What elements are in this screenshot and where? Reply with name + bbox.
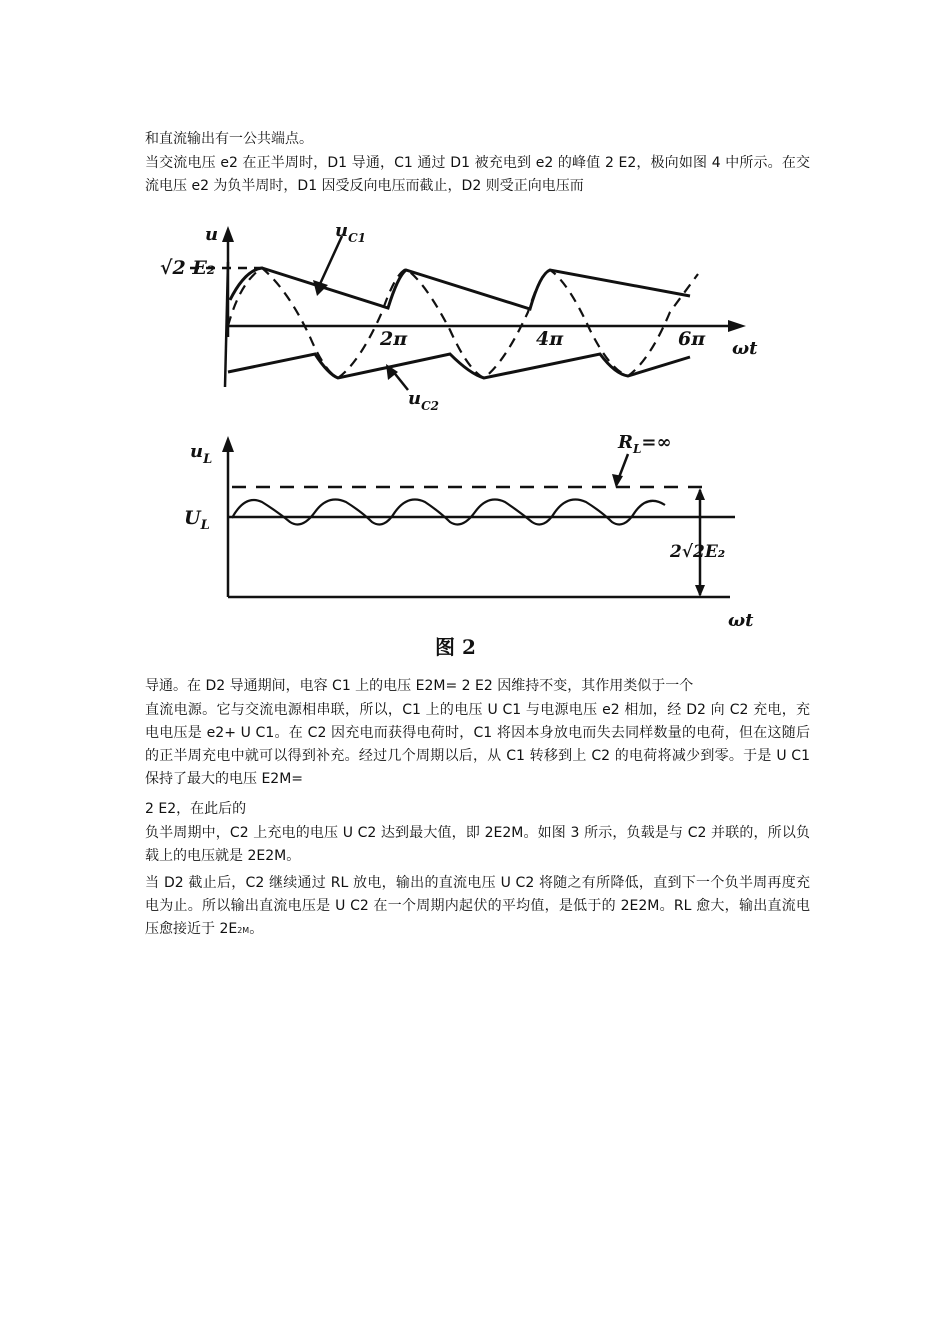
- ul-label-sub: L: [200, 518, 210, 533]
- bottom-y-axis-label: u: [190, 441, 204, 462]
- rl-value: =∞: [641, 432, 672, 453]
- tick-4pi: 4π: [536, 328, 564, 350]
- uc1-curve: [230, 268, 690, 309]
- paragraph-2: 当交流电压 e2 在正半周时，D1 导通，C1 通过 D1 被充电到 e2 的峰值 2 E2，极向如图 4 中所示。在交流电压 e2 为负半周时，D1 因受反向电压而截止，D2 则受正向电压而: [145, 155, 810, 194]
- ul-label: U: [184, 507, 201, 529]
- uc1-label-sub: C1: [348, 231, 366, 245]
- paragraph-1: 和直流输出有一公共端点。: [145, 131, 313, 147]
- svg-text:uC2: [408, 388, 439, 413]
- waveform-figure: [150, 212, 810, 662]
- tick-6pi: 6π: [678, 328, 706, 350]
- paragraph-7-main: 当 D2 截止后，C2 继续通过 RL 放电，输出的直流电压 U C2 将随之有所降低，直到下一个负半周再度充电为止。所以输出直流电压是 U C2 在一个周期内起伏的平均值，是低于的 2E2M。RL 愈大，输出直流电压愈接近于 2E: [145, 875, 810, 937]
- figure-caption: 图 2: [435, 635, 476, 659]
- rl-label: R: [618, 432, 633, 453]
- uc1-label: u: [335, 220, 349, 241]
- paragraph-3: 导通。在 D2 导通期间，电容 C1 上的电压 E2M= 2 E2 因维持不变，其作用类似于一个: [145, 678, 694, 694]
- tick-2pi: 2π: [380, 328, 408, 350]
- rl-label-sub: L: [632, 442, 642, 456]
- top-x-arrow: [728, 320, 746, 332]
- bottom-x-axis-label: ωt: [728, 610, 754, 631]
- svg-text:UL: [184, 507, 210, 533]
- svg-text:uL: [190, 441, 212, 467]
- uc2-curve: [228, 354, 690, 378]
- ripple-wave: [232, 500, 665, 525]
- paragraph-7-end: 。: [249, 921, 264, 937]
- span-label: 2√2E₂: [670, 542, 726, 562]
- bottom-y-arrow: [222, 436, 234, 452]
- uc2-label: u: [408, 388, 422, 409]
- paragraph-4: 直流电源。它与交流电源相串联，所以，C1 上的电压 U C1 与电源电压 e2 相加，经 D2 向 C2 充电，充电电压是 e2+ U C1。在 C2 因充电而获得电荷时，C1 将因本身放电而失去同样数量的电荷，但在这随后的正半周充电中就可以得到补充。经过几个周期以后，从 C1 转移到上 C2 的电荷将减少到零。于是 U C1 保持了最大的电压 E2M=: [145, 702, 810, 787]
- uc2-label-sub: C2: [421, 399, 439, 413]
- paragraph-7-sub: 2M: [237, 926, 250, 935]
- svg-text:RL=∞: [617, 432, 671, 456]
- peak-label: √2 E₂: [160, 257, 216, 279]
- top-x-axis-label: ωt: [732, 338, 758, 359]
- paragraph-5: 2 E2，在此后的: [145, 801, 247, 817]
- bottom-y-axis-label-sub: L: [203, 452, 213, 467]
- paragraph-7: [145, 872, 810, 942]
- top-y-axis-label: u: [205, 224, 219, 245]
- top-y-arrow: [222, 226, 234, 242]
- paragraph-6: 负半周期中，C2 上充电的电压 U C2 达到最大值，即 2E2M。如图 3 所示，负载是与 C2 并联的，所以负载上的电压就是 2E2M。: [145, 825, 810, 864]
